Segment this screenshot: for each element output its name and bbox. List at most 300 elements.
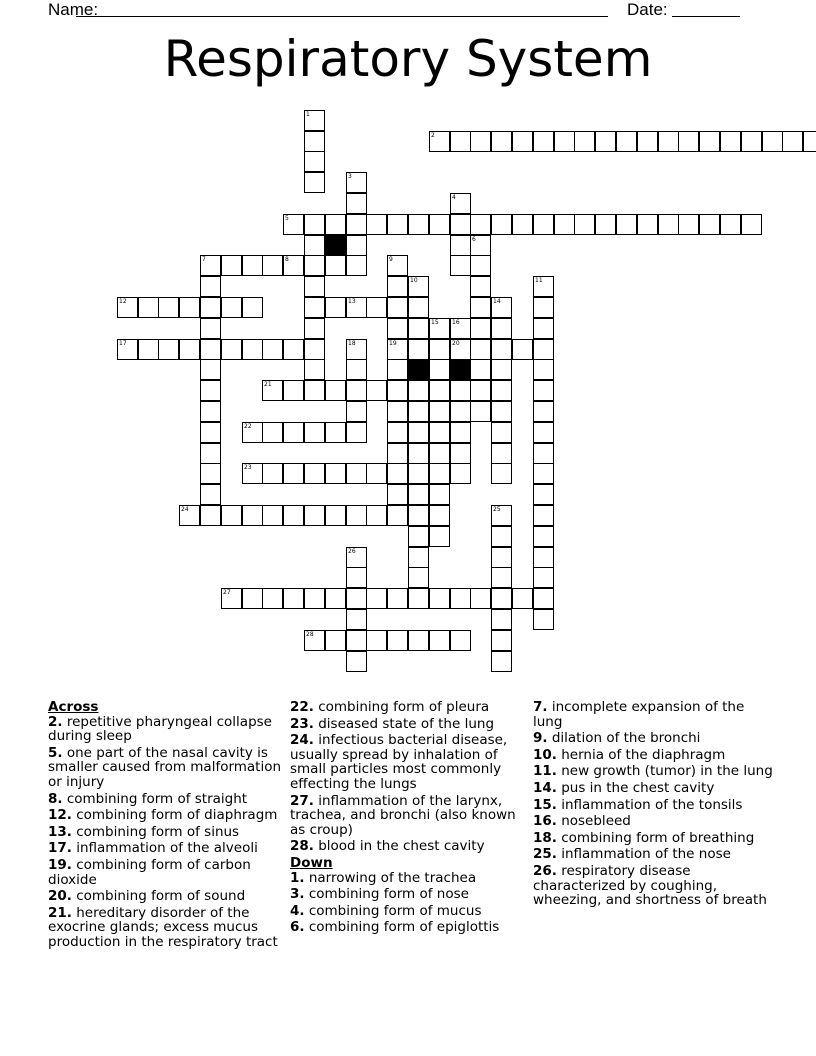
grid-cell[interactable] xyxy=(346,380,367,401)
grid-cell[interactable] xyxy=(346,630,367,651)
grid-cell[interactable] xyxy=(366,463,387,484)
grid-cell[interactable] xyxy=(387,359,408,380)
clue-item xyxy=(290,794,522,838)
grid-cell[interactable] xyxy=(200,401,221,422)
grid-cell[interactable] xyxy=(283,588,304,609)
grid-cell[interactable] xyxy=(346,463,367,484)
clue-number: 15 xyxy=(431,319,439,326)
clue-number-label: 28. xyxy=(290,838,314,855)
grid-cell[interactable] xyxy=(262,588,283,609)
grid-cell[interactable] xyxy=(200,276,221,297)
grid-cell[interactable] xyxy=(346,401,367,422)
clue-number: 26 xyxy=(348,548,356,555)
grid-cell[interactable] xyxy=(470,131,491,152)
grid-cell[interactable] xyxy=(242,339,263,360)
grid-cell[interactable] xyxy=(408,588,429,609)
grid-cell[interactable] xyxy=(221,255,242,276)
grid-cell[interactable] xyxy=(450,339,471,360)
grid-cell[interactable] xyxy=(429,443,450,464)
clue-text: incomplete expansion of the lung xyxy=(533,699,745,730)
grid-cell[interactable] xyxy=(450,588,471,609)
grid-cell[interactable] xyxy=(283,505,304,526)
grid-cell[interactable] xyxy=(533,484,554,505)
grid-cell[interactable] xyxy=(304,380,325,401)
clue-item xyxy=(290,733,522,791)
grid-cell[interactable] xyxy=(533,339,554,360)
grid-cell[interactable] xyxy=(138,297,159,318)
grid-cell[interactable] xyxy=(429,588,450,609)
grid-cell[interactable] xyxy=(470,401,491,422)
grid-cell[interactable] xyxy=(408,526,429,547)
blocked-cell xyxy=(450,359,471,380)
grid-cell[interactable] xyxy=(450,255,471,276)
grid-cell[interactable] xyxy=(325,630,346,651)
grid-cell[interactable] xyxy=(262,255,283,276)
grid-cell[interactable] xyxy=(262,463,283,484)
grid-cell[interactable] xyxy=(616,131,637,152)
grid-cell[interactable] xyxy=(533,609,554,630)
grid-cell[interactable] xyxy=(533,276,554,297)
grid-cell[interactable] xyxy=(346,567,367,588)
grid-cell[interactable] xyxy=(283,463,304,484)
grid-cell[interactable] xyxy=(304,505,325,526)
grid-cell[interactable] xyxy=(450,193,471,214)
grid-cell[interactable] xyxy=(429,339,450,360)
grid-cell[interactable] xyxy=(408,547,429,568)
grid-cell[interactable] xyxy=(429,401,450,422)
grid-cell[interactable] xyxy=(533,422,554,443)
grid-cell[interactable] xyxy=(346,359,367,380)
clue-number-label: 21. xyxy=(48,904,72,921)
grid-cell[interactable] xyxy=(533,463,554,484)
grid-cell[interactable] xyxy=(408,630,429,651)
clue-number-label: 25. xyxy=(533,846,557,863)
grid-cell[interactable] xyxy=(491,609,512,630)
grid-cell[interactable] xyxy=(346,193,367,214)
grid-cell[interactable] xyxy=(242,255,263,276)
grid-cell[interactable] xyxy=(387,588,408,609)
grid-cell[interactable] xyxy=(554,131,575,152)
grid-cell[interactable] xyxy=(429,214,450,235)
grid-cell[interactable] xyxy=(179,339,200,360)
grid-cell[interactable] xyxy=(304,151,325,172)
clue-text: one part of the nasal cavity is smaller caused from malformation or injury xyxy=(48,744,282,790)
grid-cell[interactable] xyxy=(429,131,450,152)
grid-cell[interactable] xyxy=(512,588,533,609)
grid-cell[interactable] xyxy=(221,588,242,609)
grid-cell[interactable] xyxy=(387,318,408,339)
grid-cell[interactable] xyxy=(470,214,491,235)
grid-cell[interactable] xyxy=(325,297,346,318)
grid-cell[interactable] xyxy=(387,297,408,318)
grid-cell[interactable] xyxy=(221,339,242,360)
grid-cell[interactable] xyxy=(304,359,325,380)
grid-cell[interactable] xyxy=(325,505,346,526)
grid-cell[interactable] xyxy=(533,318,554,339)
grid-cell[interactable] xyxy=(366,214,387,235)
grid-cell[interactable] xyxy=(533,547,554,568)
grid-cell[interactable] xyxy=(242,505,263,526)
grid-cell[interactable] xyxy=(741,214,762,235)
grid-cell[interactable] xyxy=(408,567,429,588)
clue-number-label: 7. xyxy=(533,699,548,715)
grid-cell[interactable] xyxy=(200,297,221,318)
grid-cell[interactable] xyxy=(491,131,512,152)
grid-cell[interactable] xyxy=(138,339,159,360)
grid-cell[interactable] xyxy=(304,214,325,235)
grid-cell[interactable] xyxy=(533,443,554,464)
clue-item xyxy=(290,700,522,715)
grid-cell[interactable] xyxy=(200,443,221,464)
grid-cell[interactable] xyxy=(408,214,429,235)
across-heading: Across xyxy=(48,699,99,715)
grid-cell[interactable] xyxy=(699,131,720,152)
grid-cell[interactable] xyxy=(387,630,408,651)
grid-cell[interactable] xyxy=(304,235,325,256)
grid-cell[interactable] xyxy=(346,255,367,276)
clue-text: infectious bacterial disease, usually spread by inhalation of small particles most commonly effecting the lungs xyxy=(290,732,508,792)
clue-number: 12 xyxy=(119,298,127,305)
grid-cell[interactable] xyxy=(262,380,283,401)
clue-item xyxy=(48,792,284,807)
grid-cell[interactable] xyxy=(512,214,533,235)
grid-cell[interactable] xyxy=(346,505,367,526)
clue-number: 27 xyxy=(223,589,231,596)
grid-cell[interactable] xyxy=(325,214,346,235)
grid-cell[interactable] xyxy=(408,443,429,464)
grid-cell[interactable] xyxy=(283,214,304,235)
grid-cell[interactable] xyxy=(408,380,429,401)
clue-number: 1 xyxy=(306,111,310,118)
grid-cell[interactable] xyxy=(325,380,346,401)
grid-cell[interactable] xyxy=(200,505,221,526)
grid-cell[interactable] xyxy=(158,297,179,318)
grid-cell[interactable] xyxy=(616,214,637,235)
grid-cell[interactable] xyxy=(346,297,367,318)
grid-cell[interactable] xyxy=(346,609,367,630)
grid-cell[interactable] xyxy=(221,505,242,526)
grid-cell[interactable] xyxy=(512,131,533,152)
grid-cell[interactable] xyxy=(325,588,346,609)
grid-cell[interactable] xyxy=(304,131,325,152)
grid-cell[interactable] xyxy=(533,380,554,401)
grid-cell[interactable] xyxy=(387,276,408,297)
clue-item xyxy=(533,847,773,862)
grid-cell[interactable] xyxy=(491,359,512,380)
grid-cell[interactable] xyxy=(533,359,554,380)
grid-cell[interactable] xyxy=(387,422,408,443)
grid-cell[interactable] xyxy=(366,297,387,318)
grid-cell[interactable] xyxy=(491,588,512,609)
grid-cell[interactable] xyxy=(304,318,325,339)
grid-cell[interactable] xyxy=(491,630,512,651)
clue-number-label: 9. xyxy=(533,730,548,747)
grid-cell[interactable] xyxy=(346,214,367,235)
grid-cell[interactable] xyxy=(533,214,554,235)
clue-text: combining form of sound xyxy=(71,888,246,905)
grid-cell[interactable] xyxy=(450,131,471,152)
grid-cell[interactable] xyxy=(387,505,408,526)
grid-cell[interactable] xyxy=(200,380,221,401)
grid-cell[interactable] xyxy=(658,131,679,152)
clue-number: 25 xyxy=(493,506,501,513)
grid-cell[interactable] xyxy=(470,297,491,318)
grid-cell[interactable] xyxy=(554,214,575,235)
grid-cell[interactable] xyxy=(429,484,450,505)
grid-cell[interactable] xyxy=(304,588,325,609)
grid-cell[interactable] xyxy=(200,359,221,380)
clue-number-label: 1. xyxy=(290,869,305,886)
grid-cell[interactable] xyxy=(346,422,367,443)
grid-cell[interactable] xyxy=(408,318,429,339)
grid-cell[interactable] xyxy=(450,422,471,443)
clue-number-label: 27. xyxy=(290,792,314,809)
grid-cell[interactable] xyxy=(658,214,679,235)
clue-text: combining form of carbon dioxide xyxy=(48,856,251,888)
grid-cell[interactable] xyxy=(450,214,471,235)
clue-text: blood in the chest cavity xyxy=(313,838,485,855)
grid-cell[interactable] xyxy=(741,131,762,152)
grid-cell[interactable] xyxy=(533,131,554,152)
grid-cell[interactable] xyxy=(491,339,512,360)
grid-cell[interactable] xyxy=(408,276,429,297)
grid-cell[interactable] xyxy=(429,318,450,339)
grid-cell[interactable] xyxy=(782,131,803,152)
grid-cell[interactable] xyxy=(325,463,346,484)
grid-cell[interactable] xyxy=(304,276,325,297)
clue-item xyxy=(533,748,773,763)
clue-number: 17 xyxy=(119,340,127,347)
grid-cell[interactable] xyxy=(491,651,512,672)
grid-cell[interactable] xyxy=(366,630,387,651)
grid-cell[interactable] xyxy=(283,339,304,360)
grid-cell[interactable] xyxy=(387,463,408,484)
grid-cell[interactable] xyxy=(262,339,283,360)
grid-cell[interactable] xyxy=(408,505,429,526)
grid-cell[interactable] xyxy=(450,630,471,651)
grid-cell[interactable] xyxy=(242,463,263,484)
grid-cell[interactable] xyxy=(491,505,512,526)
grid-cell[interactable] xyxy=(200,484,221,505)
grid-cell[interactable] xyxy=(574,214,595,235)
grid-cell[interactable] xyxy=(429,380,450,401)
grid-cell[interactable] xyxy=(387,380,408,401)
grid-cell[interactable] xyxy=(470,235,491,256)
grid-cell[interactable] xyxy=(491,547,512,568)
grid-cell[interactable] xyxy=(387,401,408,422)
clue-number: 6 xyxy=(472,236,476,243)
grid-cell[interactable] xyxy=(366,505,387,526)
grid-cell[interactable] xyxy=(346,588,367,609)
grid-cell[interactable] xyxy=(720,214,741,235)
grid-cell[interactable] xyxy=(429,359,450,380)
grid-cell[interactable] xyxy=(470,255,491,276)
grid-cell[interactable] xyxy=(242,297,263,318)
grid-cell[interactable] xyxy=(429,630,450,651)
grid-cell[interactable] xyxy=(470,380,491,401)
grid-cell[interactable] xyxy=(408,297,429,318)
grid-cell[interactable] xyxy=(429,422,450,443)
grid-cell[interactable] xyxy=(283,380,304,401)
grid-cell[interactable] xyxy=(491,214,512,235)
grid-cell[interactable] xyxy=(533,567,554,588)
clue-number: 22 xyxy=(244,423,252,430)
clue-column-3 xyxy=(533,700,773,910)
clue-number: 2 xyxy=(431,132,435,139)
clue-item xyxy=(533,781,773,796)
grid-cell[interactable] xyxy=(117,339,138,360)
grid-cell[interactable] xyxy=(346,547,367,568)
grid-cell[interactable] xyxy=(387,214,408,235)
grid-cell[interactable] xyxy=(304,630,325,651)
grid-cell[interactable] xyxy=(325,422,346,443)
grid-cell[interactable] xyxy=(346,235,367,256)
grid-cell[interactable] xyxy=(387,443,408,464)
clue-text: nosebleed xyxy=(556,813,631,830)
grid-cell[interactable] xyxy=(720,131,741,152)
clue-number: 11 xyxy=(535,277,543,284)
clue-number-label: 5. xyxy=(48,744,63,761)
date-label: Date: xyxy=(627,0,668,19)
grid-cell[interactable] xyxy=(304,255,325,276)
grid-cell[interactable] xyxy=(450,235,471,256)
grid-cell[interactable] xyxy=(450,463,471,484)
grid-cell[interactable] xyxy=(491,526,512,547)
grid-cell[interactable] xyxy=(429,526,450,547)
grid-cell[interactable] xyxy=(387,255,408,276)
clue-text: narrowing of the trachea xyxy=(304,869,477,886)
grid-cell[interactable] xyxy=(533,297,554,318)
grid-cell[interactable] xyxy=(408,463,429,484)
grid-cell[interactable] xyxy=(533,588,554,609)
clue-number: 23 xyxy=(244,464,252,471)
clue-item xyxy=(48,746,284,790)
grid-cell[interactable] xyxy=(346,172,367,193)
grid-cell[interactable] xyxy=(408,422,429,443)
grid-cell[interactable] xyxy=(304,110,325,131)
grid-cell[interactable] xyxy=(491,297,512,318)
grid-cell[interactable] xyxy=(304,463,325,484)
grid-cell[interactable] xyxy=(470,276,491,297)
grid-cell[interactable] xyxy=(283,422,304,443)
grid-cell[interactable] xyxy=(158,339,179,360)
grid-cell[interactable] xyxy=(491,443,512,464)
clue-number: 3 xyxy=(348,173,352,180)
grid-cell[interactable] xyxy=(304,172,325,193)
clue-text: combining form of mucus xyxy=(304,902,482,919)
grid-cell[interactable] xyxy=(200,339,221,360)
grid-cell[interactable] xyxy=(450,380,471,401)
grid-cell[interactable] xyxy=(346,651,367,672)
grid-cell[interactable] xyxy=(450,318,471,339)
clue-number: 21 xyxy=(264,381,272,388)
grid-cell[interactable] xyxy=(574,131,595,152)
grid-cell[interactable] xyxy=(346,339,367,360)
grid-cell[interactable] xyxy=(803,131,816,152)
grid-cell[interactable] xyxy=(304,339,325,360)
clue-item xyxy=(533,764,773,779)
grid-cell[interactable] xyxy=(387,339,408,360)
grid-cell[interactable] xyxy=(221,297,242,318)
grid-cell[interactable] xyxy=(429,463,450,484)
grid-cell[interactable] xyxy=(491,463,512,484)
grid-cell[interactable] xyxy=(429,505,450,526)
grid-cell[interactable] xyxy=(325,255,346,276)
grid-cell[interactable] xyxy=(366,588,387,609)
grid-cell[interactable] xyxy=(304,422,325,443)
grid-cell[interactable] xyxy=(200,255,221,276)
name-label: Name: xyxy=(48,0,99,19)
grid-cell[interactable] xyxy=(366,380,387,401)
clue-number-label: 15. xyxy=(533,796,557,813)
grid-cell[interactable] xyxy=(491,318,512,339)
grid-cell[interactable] xyxy=(387,484,408,505)
grid-cell[interactable] xyxy=(491,380,512,401)
grid-cell[interactable] xyxy=(678,131,699,152)
grid-cell[interactable] xyxy=(637,214,658,235)
grid-cell[interactable] xyxy=(762,131,783,152)
grid-cell[interactable] xyxy=(533,505,554,526)
grid-cell[interactable] xyxy=(200,422,221,443)
grid-cell[interactable] xyxy=(200,463,221,484)
grid-cell[interactable] xyxy=(242,588,263,609)
grid-cell[interactable] xyxy=(283,255,304,276)
grid-cell[interactable] xyxy=(470,588,491,609)
grid-cell[interactable] xyxy=(408,401,429,422)
grid-cell[interactable] xyxy=(179,505,200,526)
grid-cell[interactable] xyxy=(699,214,720,235)
grid-cell[interactable] xyxy=(304,297,325,318)
clue-number: 13 xyxy=(348,298,356,305)
clue-item xyxy=(533,831,773,846)
grid-cell[interactable] xyxy=(678,214,699,235)
grid-cell[interactable] xyxy=(637,131,658,152)
grid-cell[interactable] xyxy=(595,131,616,152)
down-heading: Down xyxy=(290,854,333,871)
grid-cell[interactable] xyxy=(512,339,533,360)
clue-item xyxy=(533,798,773,813)
grid-cell[interactable] xyxy=(595,214,616,235)
grid-cell[interactable] xyxy=(470,339,491,360)
clue-column-2 xyxy=(290,700,522,937)
grid-cell[interactable] xyxy=(450,401,471,422)
grid-cell[interactable] xyxy=(470,359,491,380)
clue-number-label: 18. xyxy=(533,829,557,846)
grid-cell[interactable] xyxy=(491,422,512,443)
page-title: Respiratory System xyxy=(163,30,653,88)
clue-column-1 xyxy=(48,700,284,952)
clue-text: repetitive pharyngeal collapse during sleep xyxy=(48,713,272,745)
grid-cell[interactable] xyxy=(242,422,263,443)
clue-text: combining form of straight xyxy=(62,790,248,807)
grid-cell[interactable] xyxy=(408,484,429,505)
grid-cell[interactable] xyxy=(262,422,283,443)
blocked-cell xyxy=(408,359,429,380)
grid-cell[interactable] xyxy=(117,297,138,318)
grid-cell[interactable] xyxy=(491,567,512,588)
grid-cell[interactable] xyxy=(491,401,512,422)
grid-cell[interactable] xyxy=(450,443,471,464)
grid-cell[interactable] xyxy=(533,526,554,547)
grid-cell[interactable] xyxy=(408,339,429,360)
clue-item xyxy=(533,700,773,729)
grid-cell[interactable] xyxy=(470,318,491,339)
grid-cell[interactable] xyxy=(533,401,554,422)
grid-cell[interactable] xyxy=(262,505,283,526)
grid-cell[interactable] xyxy=(179,297,200,318)
clue-text: respiratory disease characterized by coughing, wheezing, and shortness of breath xyxy=(533,862,767,909)
grid-cell[interactable] xyxy=(200,318,221,339)
